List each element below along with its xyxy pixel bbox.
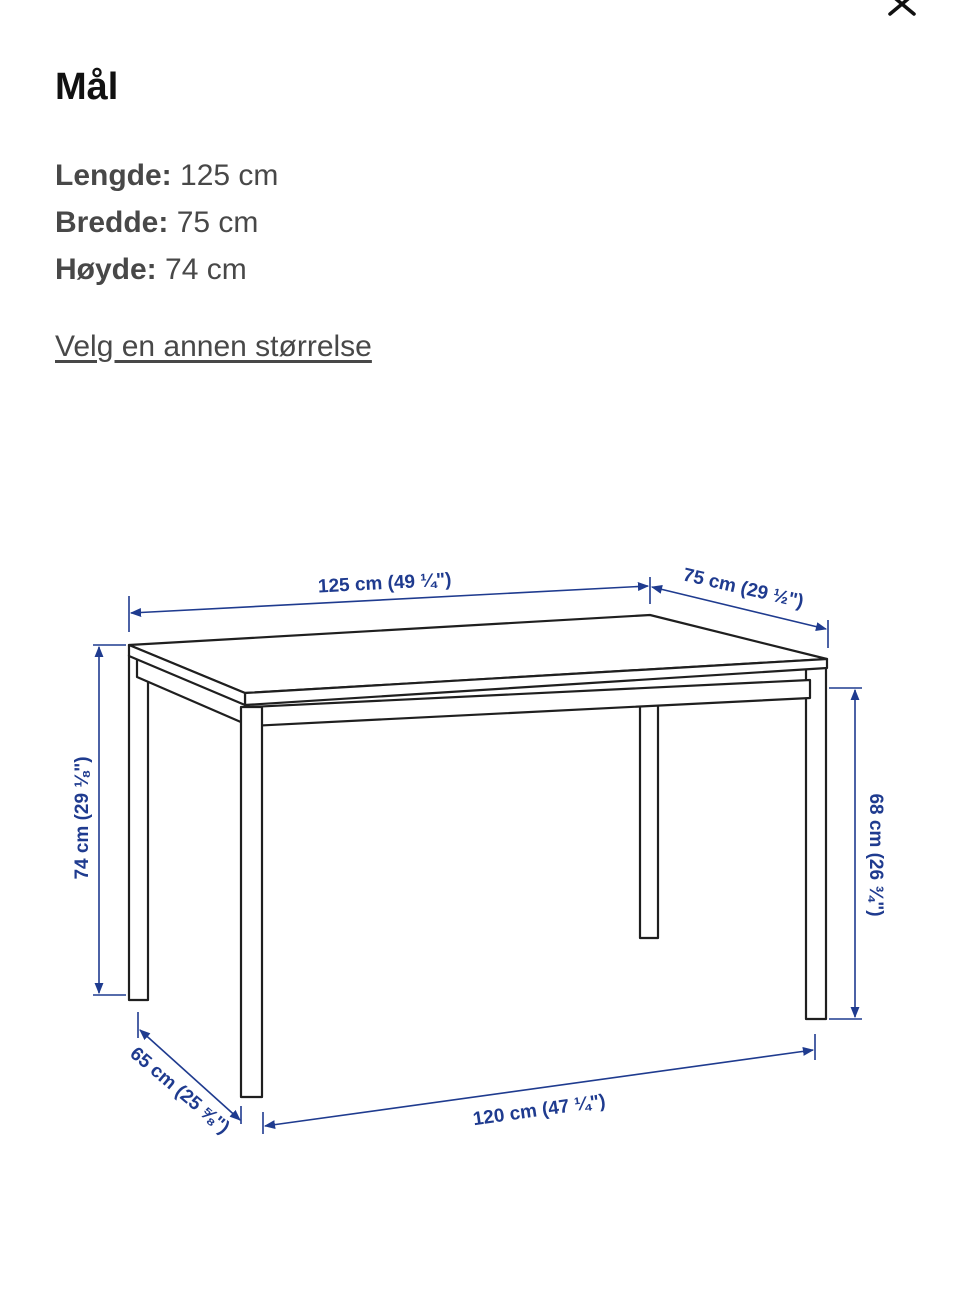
height-dimension-label: 74 cm (29 ⅛")	[72, 756, 93, 880]
table-dimension-drawing	[0, 540, 960, 1180]
dimension-list	[55, 152, 278, 293]
leg-height-dimension-label: 68 cm (26 ¾")	[865, 793, 886, 917]
inner-length-dimension-label: 120 cm (47 ¼")	[471, 1090, 607, 1131]
page-title: Mål	[55, 66, 119, 108]
choose-other-size-link[interactable]: Velg en annen størrelse	[55, 330, 372, 363]
dimension-width	[55, 199, 278, 246]
table-illustration	[129, 615, 827, 1097]
dimension-value: 75 cm	[176, 206, 259, 239]
close-icon	[884, 0, 920, 28]
dimension-label: Lengde:	[55, 159, 172, 192]
dimension-length	[55, 152, 278, 199]
inner-width-dimension-label: 65 cm (25 ⅝")	[125, 1043, 234, 1139]
dimension-value: 125 cm	[180, 159, 279, 192]
length-dimension-label: 125 cm (49 ¼")	[317, 569, 452, 598]
dimension-label: Bredde:	[55, 206, 169, 239]
dimension-label: Høyde:	[55, 253, 157, 286]
width-dimension-label: 75 cm (29 ½")	[680, 564, 806, 613]
close-button[interactable]	[884, 0, 920, 28]
dimension-height	[55, 246, 278, 293]
dimension-value: 74 cm	[165, 253, 247, 286]
